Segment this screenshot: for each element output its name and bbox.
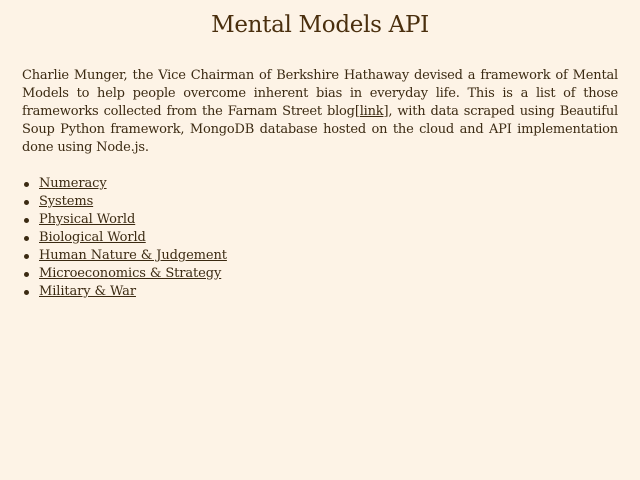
bullet-icon	[24, 236, 29, 241]
list-item	[22, 193, 618, 211]
category-link-military-war[interactable]: Military & War	[39, 284, 136, 299]
category-list	[22, 175, 618, 301]
category-link-human-nature-judgement[interactable]: Human Nature & Judgement	[39, 248, 227, 263]
link-open-bracket: [	[354, 104, 360, 119]
category-link-physical-world[interactable]: Physical World	[39, 212, 136, 227]
list-item	[22, 247, 618, 265]
bullet-icon	[24, 290, 29, 295]
category-link-microeconomics-strategy[interactable]: Microeconomics & Strategy	[39, 266, 222, 281]
bullet-icon	[24, 182, 29, 187]
farnam-street-link[interactable]	[355, 104, 389, 119]
bullet-icon	[24, 272, 29, 277]
category-link-biological-world[interactable]: Biological World	[39, 230, 146, 245]
bullet-icon	[24, 218, 29, 223]
intro-paragraph	[22, 67, 618, 157]
list-item	[22, 265, 618, 283]
link-label: link	[359, 104, 384, 119]
intro-text-before-link: Charlie Munger, the Vice Chairman of Berkshire Hathaway devised a framework of Mental Models to help people overcome inherent bias in everyday life. This is a list of those frameworks collected from the Farnam Street blog	[22, 68, 618, 119]
list-item	[22, 175, 618, 193]
category-link-numeracy[interactable]: Numeracy	[39, 176, 107, 191]
bullet-icon	[24, 200, 29, 205]
list-item	[22, 229, 618, 247]
list-item	[22, 283, 618, 301]
bullet-icon	[24, 254, 29, 259]
intro-text-after-link: , with data scraped using Beautiful Soup Python framework, MongoDB database hosted on the cloud and API implementation done using Node.js.	[22, 104, 619, 155]
category-link-systems[interactable]: Systems	[39, 194, 94, 209]
page-title: Mental Models API	[211, 12, 429, 38]
link-close-bracket: ]	[383, 104, 389, 119]
list-item	[22, 211, 618, 229]
